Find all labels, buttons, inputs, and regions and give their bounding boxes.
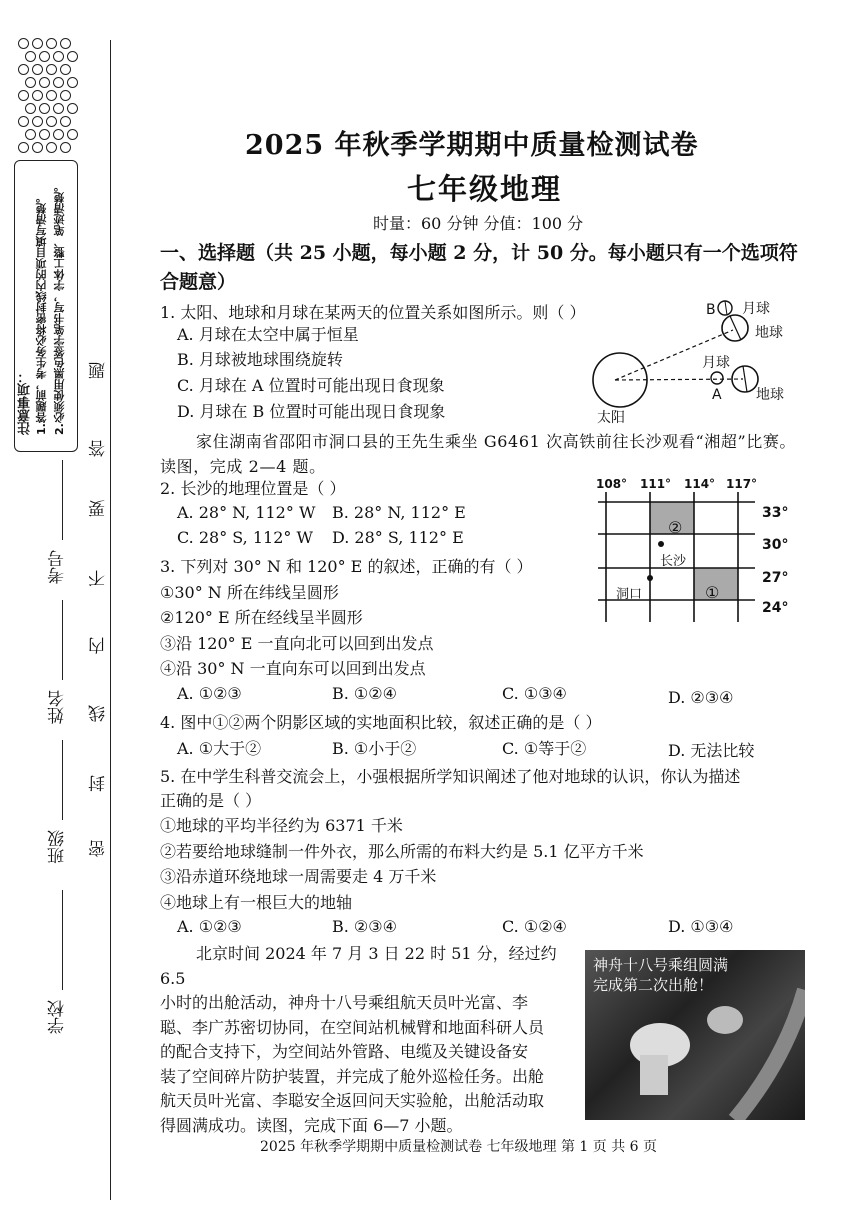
binding-hole — [67, 103, 78, 114]
seal-char: 封 — [89, 775, 109, 792]
lat-label: 24° — [762, 600, 789, 616]
question-option: A. 月球在太空中属于恒星 — [177, 325, 359, 344]
binding-holes — [18, 38, 76, 158]
binding-hole — [46, 142, 57, 153]
exam-time-info: 时量：60 分钟 分值：100 分 — [373, 214, 584, 233]
spacewalk-photo — [585, 950, 805, 1120]
binding-hole — [60, 142, 71, 153]
question-option: D. ②③④ — [668, 688, 734, 707]
question-item: ④地球上有一根巨大的地轴 — [160, 893, 353, 912]
exam-subject: 七年级地理 — [407, 172, 563, 206]
question-stem: 正确的是（ ） — [160, 791, 262, 810]
binding-hole — [32, 142, 43, 153]
binding-hole — [67, 129, 78, 140]
question-stem: 3. 下列对 30° N 和 120° E 的叙述，正确的有（ ） — [160, 557, 533, 576]
seal-char: 密 — [89, 840, 109, 857]
question-item: ③沿 120° E 一直向北可以回到出发点 — [160, 634, 434, 653]
passage-line: 聪、李广苏密切协同，在空间站机械臂和地面科研人员 — [160, 1017, 545, 1037]
question-option: B. 月球被地球围绕旋转 — [177, 350, 343, 369]
binding-hole — [18, 38, 29, 49]
page-footer: 2025 年秋季学期期中质量检测试卷 七年级地理 第 1 页 共 6 页 — [260, 1139, 658, 1155]
passage-line: 得圆满成功。读图，完成下面 6—7 小题。 — [160, 1115, 463, 1135]
seal-char: 题 — [89, 362, 109, 379]
lon-label: 114° — [684, 477, 716, 491]
binding-hole — [18, 90, 29, 101]
binding-hole — [32, 90, 43, 101]
binding-hole — [60, 116, 71, 127]
binding-hole — [39, 77, 50, 88]
area-1-label: ① — [705, 583, 720, 602]
seal-char: 内 — [89, 637, 109, 654]
field-line-class[interactable] — [62, 740, 63, 820]
binding-hole — [25, 51, 36, 62]
binding-hole — [46, 90, 57, 101]
binding-hole — [46, 116, 57, 127]
position-label-a: A — [712, 387, 722, 403]
question-option: C. ①③④ — [502, 684, 567, 703]
field-label-name: 姓名 — [48, 690, 68, 724]
lon-label: 117° — [726, 477, 758, 491]
binding-hole — [25, 103, 36, 114]
question-option: A. 28° N, 112° W — [177, 503, 316, 522]
earth-label: 地球 — [756, 387, 784, 403]
exam-title: 2025 年秋季学期期中质量检测试卷 — [245, 130, 699, 161]
seal-line — [110, 40, 111, 1200]
binding-hole — [53, 129, 64, 140]
passage-line: 北京时间 2024 年 7 月 3 日 22 时 51 分，经过约 6.5 — [160, 944, 557, 988]
lon-label: 108° — [596, 477, 628, 491]
passage-line: 的配合支持下，为空间站外管路、电缆及关键设备安 — [160, 1042, 529, 1061]
question-stem: 4. 图中①②两个阴影区域的实地面积比较，叙述正确的是（ ） — [160, 713, 602, 732]
question-option: C. 28° S, 112° W — [177, 528, 313, 547]
question-option: C. ①等于② — [502, 739, 587, 758]
seal-char: 线 — [89, 705, 109, 722]
changsha-label: 长沙 — [660, 554, 687, 569]
moon-label: 月球 — [742, 301, 770, 317]
sun-label: 太阳 — [597, 410, 625, 426]
binding-hole — [32, 38, 43, 49]
notice-item-1: 1.答题前，考生务必将密封线内的项目填写清楚。 — [35, 192, 48, 435]
notice-title: 注意事项： — [18, 370, 33, 435]
binding-hole — [67, 77, 78, 88]
binding-hole — [32, 116, 43, 127]
binding-hole — [18, 64, 29, 75]
lon-label: 111° — [640, 477, 672, 491]
question-item: ②若要给地球缝制一件外衣，那么所需的布料大约是 5.1 亿平方千米 — [160, 842, 644, 861]
binding-hole — [39, 51, 50, 62]
dongkou-point — [647, 575, 653, 581]
lat-label: 30° — [762, 537, 789, 553]
seal-char: 不 — [89, 570, 109, 587]
question-item: ③沿赤道环绕地球一周需要走 4 万千米 — [160, 867, 437, 886]
earth-label: 地球 — [755, 325, 783, 341]
question-option: A. ①②③ — [177, 917, 242, 936]
seal-char: 要 — [89, 500, 109, 517]
photo-caption: 完成第二次出舱！ — [593, 976, 714, 994]
moon-circle-a — [711, 372, 723, 384]
binding-hole — [67, 51, 78, 62]
photo-caption: 神舟十八号乘组圆满 — [593, 956, 729, 974]
passage-line: 小时的出舱活动，神舟十八号乘组航天员叶光富、李 — [160, 993, 529, 1012]
passage-text: 家住湖南省邵阳市洞口县的王先生乘坐 G6461 次高铁前往长沙观看“湘超”比赛。读图，完成 2—4 题。 — [160, 432, 797, 476]
question-option: A. ①②③ — [177, 684, 242, 703]
question-item: ①地球的平均半径约为 6371 千米 — [160, 816, 403, 835]
binding-hole — [60, 64, 71, 75]
binding-hole — [60, 90, 71, 101]
field-line-name[interactable] — [62, 600, 63, 680]
binding-hole — [39, 129, 50, 140]
sun-to-earth-line — [615, 379, 743, 380]
changsha-point — [658, 541, 664, 547]
field-line-exam-no[interactable] — [62, 460, 63, 540]
binding-hole — [32, 64, 43, 75]
question-option: C. ①②④ — [502, 917, 567, 936]
question-option: D. 月球在 B 位置时可能出现日食现象 — [177, 402, 446, 421]
binding-hole — [18, 142, 29, 153]
seal-char: 答 — [89, 440, 109, 457]
question-option: B. ①小于② — [332, 739, 417, 758]
question-stem: 5. 在中学生科普交流会上，小强根据所学知识阐述了他对地球的认识，你认为描述 — [160, 767, 741, 786]
question-stem: 1. 太阳、地球和月球在某两天的位置关系如图所示。则（ ） — [160, 303, 586, 322]
question-item: ②120° E 所在经线呈半圆形 — [160, 608, 363, 627]
question-option: D. 28° S, 112° E — [332, 528, 464, 547]
lat-label: 33° — [762, 505, 789, 521]
binding-hole — [53, 51, 64, 62]
question-item: ④沿 30° N 一直向东可以回到出发点 — [160, 659, 426, 678]
binding-hole — [60, 38, 71, 49]
field-label-class: 班级 — [48, 830, 68, 864]
binding-hole — [53, 103, 64, 114]
question-option: B. ②③④ — [332, 917, 397, 936]
moon-label: 月球 — [702, 355, 730, 371]
notice-item-2: 2.必须使用黑色签字笔书写，字体工整、笔迹清楚。 — [53, 181, 66, 435]
binding-hole — [25, 77, 36, 88]
field-label-exam-no: 考号 — [48, 550, 68, 584]
question-option: B. 28° N, 112° E — [332, 503, 466, 522]
passage-line: 装了空间碎片防护装置，并完成了舱外巡检任务。出舱 — [160, 1066, 545, 1086]
passage-line: 航天员叶光富、李聪安全返回问天实验舱，出舱活动取 — [160, 1091, 545, 1110]
area-2-label: ② — [668, 518, 683, 537]
passage-text — [160, 942, 580, 1138]
field-line-school[interactable] — [62, 890, 63, 990]
position-label-b: B — [706, 302, 716, 318]
question-option: D. ①③④ — [668, 917, 734, 936]
question-option: D. 无法比较 — [668, 741, 755, 760]
dongkou-label: 洞口 — [616, 587, 643, 602]
binding-hole — [18, 116, 29, 127]
question-item: ①30° N 所在纬线呈圆形 — [160, 583, 339, 602]
binding-hole — [25, 129, 36, 140]
question-stem: 2. 长沙的地理位置是（ ） — [160, 479, 346, 498]
field-label-school: 学校 — [48, 1000, 68, 1034]
binding-hole — [46, 38, 57, 49]
question-option: A. ①大于② — [177, 739, 262, 758]
question-option: C. 月球在 A 位置时可能出现日食现象 — [177, 376, 445, 395]
question-option: B. ①②④ — [332, 684, 397, 703]
binding-hole — [53, 77, 64, 88]
lat-label: 27° — [762, 570, 789, 586]
section-heading: 一、选择题（共 25 小题，每小题 2 分，计 50 分。每小题只有一个选项符合题意） — [160, 242, 798, 293]
binding-hole — [46, 64, 57, 75]
binding-hole — [39, 103, 50, 114]
